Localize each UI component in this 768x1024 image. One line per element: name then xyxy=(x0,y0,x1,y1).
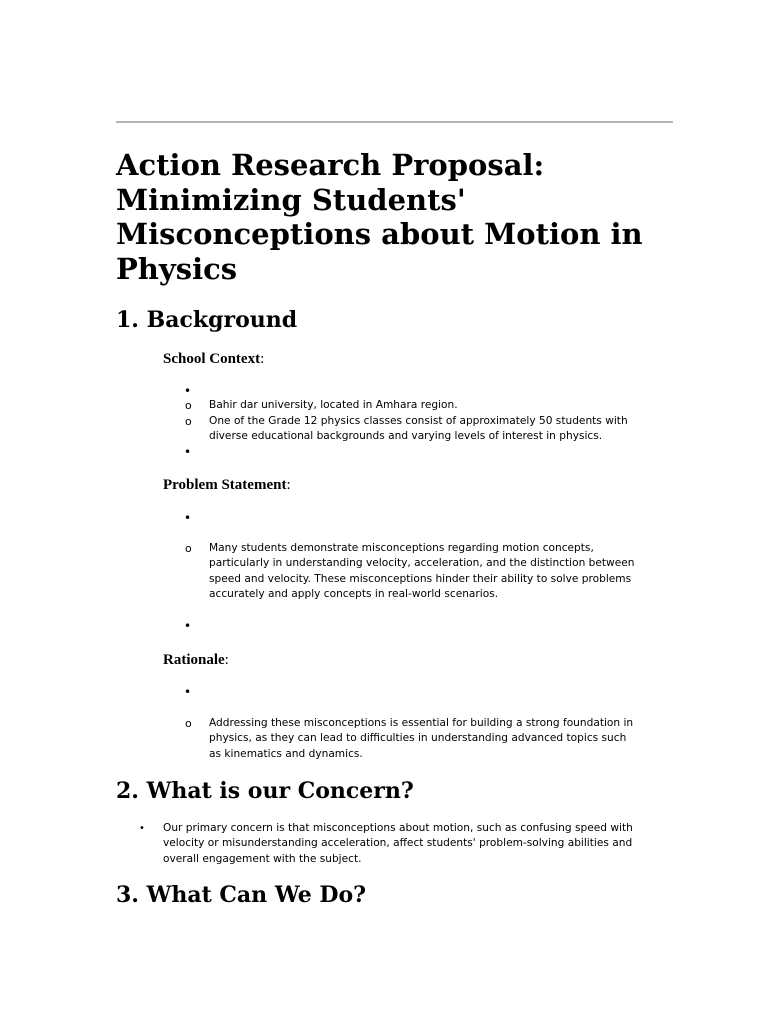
document-title: Action Research Proposal: Minimizing Students' Misconceptions about Motion in Physics xyxy=(116,148,643,286)
list-item: One of the Grade 12 physics classes consist of approximately 50 students with diverse educational backgrounds and varying levels of interest in physics. xyxy=(209,415,628,443)
bullet-icon: • xyxy=(184,619,192,633)
section-heading-concern: 2. What is our Concern? xyxy=(116,778,414,804)
rationale-label: Rationale xyxy=(163,652,225,668)
horizontal-rule xyxy=(116,121,673,123)
subheading-school-context xyxy=(163,350,264,368)
list-item: Bahir dar university, located in Amhara region. xyxy=(209,399,458,411)
circle-bullet-icon: o xyxy=(185,399,192,412)
list-item: Our primary concern is that misconceptions about motion, such as confusing speed with velocity or misunderstanding acceleration, affect students' problem-solving abilities and overall engagement with the subject. xyxy=(163,822,633,865)
school-context-colon: : xyxy=(260,351,265,367)
list-item: Many students demonstrate misconceptions regarding motion concepts, particularly in understanding velocity, acceleration, and the distinction between speed and velocity. These misconceptions hinder their ability to solve problems accurately and apply concepts in real-world scenarios. xyxy=(209,542,635,600)
circle-bullet-icon: o xyxy=(185,415,192,428)
bullet-icon: • xyxy=(139,823,145,834)
subheading-rationale xyxy=(163,651,229,669)
bullet-icon: • xyxy=(184,445,192,459)
subheading-problem-statement xyxy=(163,476,291,494)
section-heading-background: 1. Background xyxy=(116,307,298,333)
circle-bullet-icon: o xyxy=(185,542,192,555)
problem-statement-colon: : xyxy=(286,477,291,493)
problem-statement-label: Problem Statement xyxy=(163,477,287,493)
school-context-label: School Context xyxy=(163,351,261,367)
list-item: Addressing these misconceptions is essential for building a strong foundation in physics, as they can lead to difficulties in understanding advanced topics such as kinematics and dynamics. xyxy=(209,717,634,760)
section-heading-action: 3. What Can We Do? xyxy=(116,882,367,908)
bullet-icon: • xyxy=(184,511,192,525)
bullet-icon: • xyxy=(184,685,192,699)
bullet-icon: • xyxy=(184,384,192,398)
rationale-colon: : xyxy=(224,652,229,668)
circle-bullet-icon: o xyxy=(185,717,192,730)
